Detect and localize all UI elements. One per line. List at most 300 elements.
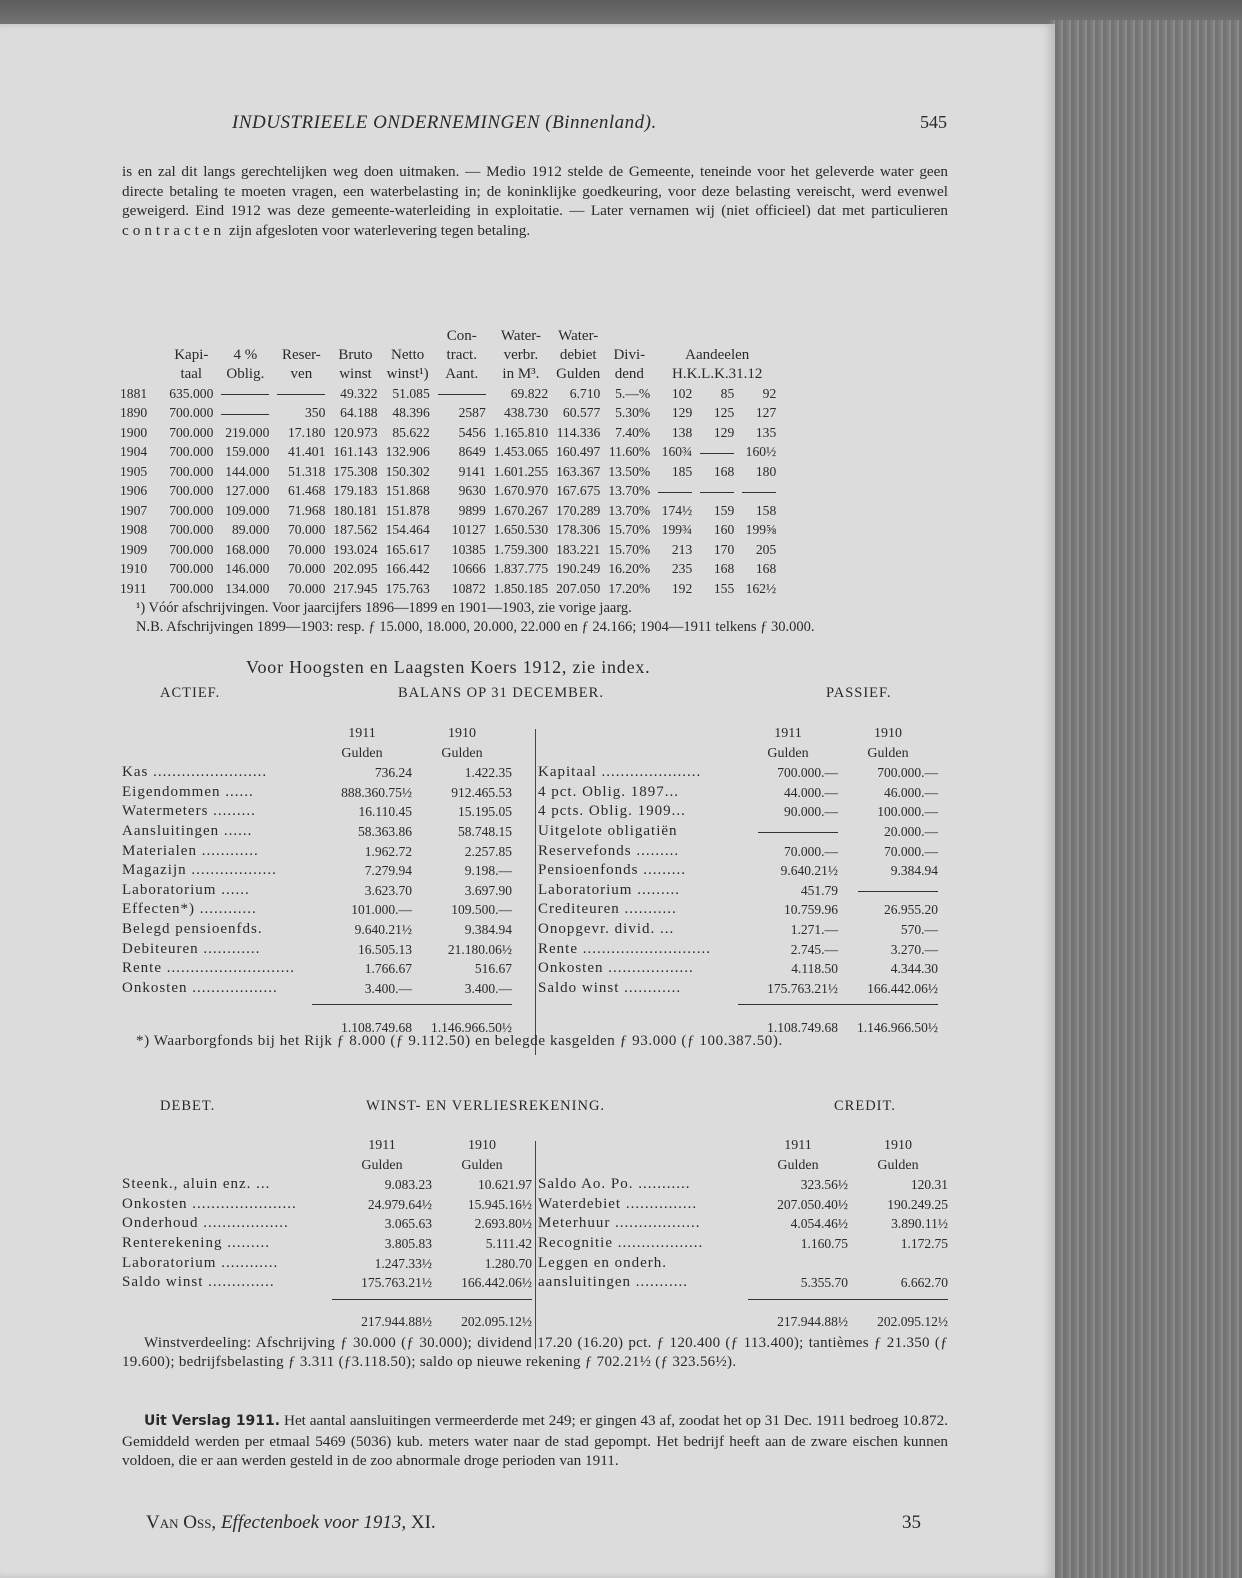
ledger-label: Belegd pensioenfds. bbox=[122, 920, 263, 937]
value-1910: 20.000.— bbox=[884, 823, 938, 839]
stats-cell: 162½ bbox=[745, 580, 777, 596]
ledger-row bbox=[538, 861, 948, 881]
stats-cell: 127.000 bbox=[225, 483, 270, 499]
spacer bbox=[538, 744, 738, 764]
col-unit: Gulden bbox=[767, 745, 809, 761]
verslag-paragraph bbox=[122, 1411, 948, 1471]
stats-row bbox=[120, 423, 780, 443]
stats-cell bbox=[217, 404, 273, 424]
footnote-nb: N.B. Afschrijvingen 1899—1903: resp. ƒ 15.000, 18.000, 20.000, 22.000 en ƒ 24.166; 1904—1911 telkens ƒ 30.000. bbox=[136, 619, 815, 635]
stats-cell: 163.367 bbox=[556, 463, 601, 479]
verslag-text: Het aantal aansluitingen vermeerderde met 249; er gingen 43 af, zoodat het op 31 Dec. 1911 bedroeg 10.872. Gemiddeld werden per etmaal 5469 (5036) kub. meters water naar de stad gepompt. Het bedrijf heeft aan de zware eischen kunnen voldoen, die er aan werden gesteld in de zoo abnormale droge perioden van 1911. bbox=[122, 1412, 948, 1469]
stats-cell: 48.396 bbox=[392, 405, 430, 421]
year-cell: 1890 bbox=[120, 405, 148, 421]
ledger-label: Aansluitingen ...... bbox=[122, 822, 253, 839]
company-statistics-table bbox=[120, 327, 780, 599]
value-1910: 6.662.70 bbox=[900, 1275, 948, 1291]
ledger-label: Kas ........................ bbox=[122, 764, 268, 781]
ledger-label: 4 pcts. Oblig. 1909... bbox=[538, 803, 686, 820]
year-cell: 1906 bbox=[120, 483, 148, 499]
value-1910: 2.257.85 bbox=[464, 843, 512, 859]
ledger-row bbox=[538, 1195, 948, 1215]
stats-header: Aandeelen H.K.L.K.31.12 bbox=[672, 347, 763, 382]
total-1911: 217.944.88½ bbox=[361, 1314, 432, 1330]
ledger-label: Effecten*) ............ bbox=[122, 901, 257, 918]
stats-cell: 155 bbox=[713, 580, 735, 596]
spacer bbox=[538, 1136, 748, 1156]
stats-cell: 700.000 bbox=[169, 483, 214, 499]
spacer bbox=[538, 1312, 748, 1332]
stats-cell: 16.20% bbox=[608, 561, 651, 577]
ledger-label: Eigendommen ...... bbox=[122, 783, 254, 800]
stats-header: Kapi- taal bbox=[174, 347, 209, 382]
ledger-total bbox=[122, 1312, 532, 1332]
book-page-edges bbox=[1050, 20, 1242, 1578]
spacer bbox=[538, 724, 738, 744]
stats-cell: 64.188 bbox=[340, 405, 378, 421]
year-cell: 1900 bbox=[120, 424, 148, 440]
stats-row bbox=[120, 540, 780, 560]
spacer bbox=[122, 744, 312, 764]
ledger-label: Rente ........................... bbox=[122, 960, 295, 977]
value-1911: 10.759.96 bbox=[784, 902, 838, 918]
spacer bbox=[538, 1156, 748, 1176]
stats-cell: 6.710 bbox=[569, 385, 601, 401]
total-1910: 1.146.966.50½ bbox=[431, 1019, 512, 1035]
stats-cell: 154.464 bbox=[385, 522, 430, 538]
stats-cell: 144.000 bbox=[225, 463, 270, 479]
value-1911: 58.363.86 bbox=[358, 823, 412, 839]
stats-cell: 92 bbox=[762, 385, 777, 401]
stats-cell: 700.000 bbox=[169, 424, 214, 440]
spacer bbox=[122, 1156, 332, 1176]
value-1910: 9.384.94 bbox=[890, 863, 938, 879]
undefined bbox=[538, 724, 948, 744]
value-1910: 3.270.— bbox=[890, 941, 938, 957]
ledger-label: Rente ........................... bbox=[538, 940, 711, 957]
ledger-row bbox=[122, 920, 532, 940]
stats-cell: 205 bbox=[755, 541, 777, 557]
ledger-row bbox=[538, 763, 948, 783]
value-1910: 58.748.15 bbox=[458, 823, 512, 839]
stats-cell bbox=[217, 384, 273, 404]
undefined bbox=[122, 744, 532, 764]
stats-cell: 178.306 bbox=[556, 522, 601, 538]
ledger-row bbox=[538, 881, 948, 901]
stats-row bbox=[120, 462, 780, 482]
total-rule bbox=[122, 1293, 532, 1313]
ledger-label: Saldo winst ............ bbox=[538, 979, 682, 996]
stats-cell: 138 bbox=[671, 424, 693, 440]
stats-cell: 89.000 bbox=[231, 522, 270, 538]
value-1910: 1.422.35 bbox=[464, 765, 512, 781]
ledger-label: Laboratorium ......... bbox=[538, 881, 680, 898]
balance-left-title: ACTIEF. bbox=[160, 685, 221, 701]
value-1910: 4.344.30 bbox=[890, 961, 938, 977]
footer-publisher: Van Oss, bbox=[146, 1512, 217, 1533]
value-1911: 9.640.21½ bbox=[354, 921, 412, 937]
col-year-1911: 1911 bbox=[784, 1138, 812, 1153]
value-1911: 323.56½ bbox=[800, 1177, 848, 1193]
ledger-label: Watermeters ......... bbox=[122, 803, 256, 820]
stats-cell: 235 bbox=[671, 561, 693, 577]
stats-cell: 129 bbox=[671, 405, 693, 421]
year-cell: 1911 bbox=[120, 580, 147, 596]
rule-line bbox=[738, 1004, 938, 1018]
stats-cell: 114.336 bbox=[556, 424, 601, 440]
stats-cell: 1.601.255 bbox=[493, 463, 549, 479]
stats-cell: 183.221 bbox=[556, 541, 601, 557]
stats-cell: 1.759.300 bbox=[493, 541, 549, 557]
year-cell: 1910 bbox=[120, 561, 148, 577]
rule-line bbox=[332, 1299, 532, 1313]
value-1911: 9.640.21½ bbox=[780, 863, 838, 879]
value-1911: 3.623.70 bbox=[364, 882, 412, 898]
value-1911 bbox=[738, 822, 838, 842]
stats-cell bbox=[738, 482, 780, 502]
spacer bbox=[122, 1293, 332, 1313]
year-cell: 1908 bbox=[120, 522, 148, 538]
stats-cell: 2587 bbox=[458, 405, 486, 421]
intro-paragraph bbox=[122, 162, 948, 240]
balance-actief bbox=[122, 724, 532, 1038]
ledger-row bbox=[122, 1234, 532, 1254]
stats-cell: 127 bbox=[755, 405, 777, 421]
stats-cell: 1.670.267 bbox=[493, 502, 549, 518]
stats-cell: 146.000 bbox=[225, 561, 270, 577]
col-year-1910: 1910 bbox=[884, 1138, 912, 1153]
stats-header bbox=[120, 327, 165, 384]
ledger-label: aansluitingen ........... bbox=[538, 1274, 688, 1291]
stats-cell: 159.000 bbox=[225, 444, 270, 460]
rule-line bbox=[312, 1004, 512, 1018]
stats-row bbox=[120, 404, 780, 424]
col-year-1911: 1911 bbox=[774, 726, 802, 741]
value-1911: 736.24 bbox=[374, 765, 412, 781]
value-1911: 70.000.— bbox=[784, 843, 838, 859]
stats-cell: 9899 bbox=[458, 502, 486, 518]
value-1911: 1.962.72 bbox=[364, 843, 412, 859]
ledger-row bbox=[122, 900, 532, 920]
stats-cell: 159 bbox=[713, 502, 735, 518]
stats-header: Bruto winst bbox=[338, 347, 373, 382]
year-cell: 1881 bbox=[120, 385, 148, 401]
value-1911: 16.505.13 bbox=[358, 941, 412, 957]
ledger-label: Onkosten ...................... bbox=[122, 1195, 297, 1212]
value-1911: 5.355.70 bbox=[800, 1275, 848, 1291]
value-1910 bbox=[838, 881, 938, 901]
col-year-1910: 1910 bbox=[874, 726, 902, 741]
stats-cell: 109.000 bbox=[225, 502, 270, 518]
value-1910: 166.442.06½ bbox=[461, 1275, 532, 1291]
stats-cell: 175.308 bbox=[333, 463, 378, 479]
ledger-label: Saldo winst .............. bbox=[122, 1274, 275, 1291]
stats-cell: 185 bbox=[671, 463, 693, 479]
verslag-lead: Uit Verslag 1911. bbox=[144, 1413, 281, 1429]
total-1911: 1.108.749.68 bbox=[341, 1019, 412, 1035]
value-1911: 24.979.64½ bbox=[367, 1196, 432, 1212]
col-unit: Gulden bbox=[361, 1157, 403, 1173]
value-1910: 9.198.— bbox=[464, 863, 512, 879]
stats-cell: 71.968 bbox=[287, 502, 326, 518]
value-1911: 451.79 bbox=[800, 882, 838, 898]
total-1910: 202.095.12½ bbox=[877, 1314, 948, 1330]
value-1910: 120.31 bbox=[910, 1177, 948, 1193]
stats-cell bbox=[696, 443, 738, 463]
stats-cell: 193.024 bbox=[333, 541, 378, 557]
total-rule bbox=[538, 998, 948, 1018]
stats-cell: 168 bbox=[755, 561, 777, 577]
balance-passief bbox=[538, 724, 948, 1038]
value-1910: 109.500.— bbox=[451, 902, 512, 918]
ledger-label: Uitgelote obligatiën bbox=[538, 822, 678, 839]
stats-cell: 51.085 bbox=[392, 385, 430, 401]
value-1911: 1.271.— bbox=[790, 921, 838, 937]
stats-cell: 13.70% bbox=[608, 483, 651, 499]
spacer bbox=[122, 1136, 332, 1156]
ledger-row bbox=[122, 959, 532, 979]
ledger-row bbox=[122, 979, 532, 999]
stats-cell: 700.000 bbox=[169, 522, 214, 538]
footer-book-title: Effectenboek voor 1913, bbox=[220, 1512, 407, 1533]
stats-cell: 5.—% bbox=[615, 385, 651, 401]
value-1911: 3.400.— bbox=[364, 980, 412, 996]
year-cell: 1909 bbox=[120, 541, 148, 557]
stats-cell: 207.050 bbox=[556, 580, 601, 596]
pl-debet bbox=[122, 1136, 532, 1332]
value-1911 bbox=[748, 1254, 848, 1274]
stats-cell: 60.577 bbox=[562, 405, 601, 421]
ledger-row bbox=[122, 861, 532, 881]
rule-line bbox=[748, 1299, 948, 1313]
stats-cell: 151.868 bbox=[385, 483, 430, 499]
value-1911: 4.118.50 bbox=[791, 961, 838, 977]
intro-spaced-word: contracten bbox=[122, 221, 226, 239]
value-1911: 4.054.46½ bbox=[790, 1216, 848, 1232]
stats-row bbox=[120, 579, 780, 599]
ledger-row bbox=[538, 1234, 948, 1254]
value-1910: 3.400.— bbox=[464, 980, 512, 996]
ledger-label: Magazijn .................. bbox=[122, 862, 277, 879]
stats-cell: 13.50% bbox=[608, 463, 651, 479]
stats-row bbox=[120, 443, 780, 463]
stats-cell: 134.000 bbox=[225, 580, 270, 596]
ledger-label: Kapitaal ..................... bbox=[538, 764, 702, 781]
value-1910: 15.195.05 bbox=[458, 804, 512, 820]
intro-text: is en zal dit langs gerechtelijken weg doen uitmaken. — Medio 1912 stelde de Gemeente, teneinde voor het geleverde water geen directe betaling te moeten vragen, een waterbelasting in; de koninklijke goedkeuring, voor deze belasting vereischt, werd evenwel geweigerd. Eind 1912 was deze gemeente-waterleiding in exploitatie. — Later vernamen wij (niet officieel) dat met particulieren bbox=[122, 163, 948, 219]
value-1911: 175.763.21½ bbox=[361, 1275, 432, 1291]
stats-cell: 15.70% bbox=[608, 541, 651, 557]
spacer bbox=[538, 1293, 748, 1313]
ledger-label: Onkosten .................. bbox=[122, 979, 278, 996]
ledger-total bbox=[538, 1312, 948, 1332]
stats-cell: 1.165.810 bbox=[493, 424, 549, 440]
value-1911: 700.000.— bbox=[777, 765, 838, 781]
value-1911: 101.000.— bbox=[351, 902, 412, 918]
stats-cell: 217.945 bbox=[333, 580, 378, 596]
footer-signature: 35 bbox=[902, 1512, 921, 1533]
stats-cell: 170.289 bbox=[556, 502, 601, 518]
stats-cell: 700.000 bbox=[169, 561, 214, 577]
ledger-row bbox=[538, 920, 948, 940]
stats-cell: 11.60% bbox=[608, 444, 651, 460]
value-1911: 16.110.45 bbox=[358, 804, 412, 820]
balance-footnote: *) Waarborgfonds bij het Rijk ƒ 8.000 (ƒ 9.112.50) en belegde kasgelden ƒ 93.000 (ƒ 100.387.50). bbox=[136, 1033, 783, 1049]
undefined bbox=[122, 1136, 532, 1156]
stats-cell: 49.322 bbox=[340, 385, 378, 401]
col-unit: Gulden bbox=[461, 1157, 503, 1173]
value-1910: 10.621.97 bbox=[478, 1177, 532, 1193]
stats-cell: 174½ bbox=[661, 502, 693, 518]
year-cell: 1904 bbox=[120, 444, 148, 460]
pl-left-title: DEBET. bbox=[160, 1098, 216, 1114]
stats-cell: 202.095 bbox=[333, 561, 378, 577]
stats-cell: 17.20% bbox=[608, 580, 651, 596]
stats-cell: 160¾ bbox=[661, 444, 693, 460]
stats-cell: 167.675 bbox=[556, 483, 601, 499]
ledger-row bbox=[538, 1214, 948, 1234]
col-year-1911: 1911 bbox=[368, 1138, 396, 1153]
ledger-row bbox=[538, 959, 948, 979]
ledger-label: Saldo Ao. Po. ........... bbox=[538, 1176, 691, 1193]
stats-cell: 1.650.530 bbox=[493, 522, 549, 538]
stats-header: Divi- dend bbox=[613, 347, 646, 382]
ledger-row bbox=[122, 881, 532, 901]
ledger-label: Leggen en onderh. bbox=[538, 1254, 668, 1271]
intro-text-end: zijn afgesloten voor waterlevering tegen betaling. bbox=[225, 221, 531, 239]
stats-cell: 1.850.185 bbox=[493, 580, 549, 596]
total-1911: 1.108.749.68 bbox=[767, 1019, 838, 1035]
stats-row bbox=[120, 560, 780, 580]
ledger-label: Meterhuur .................. bbox=[538, 1215, 701, 1232]
value-1910: 5.111.42 bbox=[485, 1235, 532, 1251]
value-1910: 2.693.80½ bbox=[474, 1216, 532, 1232]
stats-cell: 700.000 bbox=[169, 541, 214, 557]
undefined bbox=[538, 744, 948, 764]
stats-header: Water- debiet Gulden bbox=[556, 328, 601, 382]
stats-cell: 168 bbox=[713, 561, 735, 577]
stats-cell: 10666 bbox=[451, 561, 486, 577]
stats-cell: 700.000 bbox=[169, 463, 214, 479]
ledger-label: Debiteuren ............ bbox=[122, 940, 261, 957]
book-page bbox=[0, 24, 1055, 1578]
ledger-label: Laboratorium ...... bbox=[122, 881, 250, 898]
stats-cell: 160½ bbox=[745, 444, 777, 460]
stats-cell: 70.000 bbox=[287, 561, 326, 577]
stats-cell: 70.000 bbox=[287, 580, 326, 596]
stats-cell: 635.000 bbox=[169, 385, 214, 401]
ledger-row bbox=[538, 979, 948, 999]
ledger-row bbox=[538, 842, 948, 862]
stats-cell: 179.183 bbox=[333, 483, 378, 499]
col-year-1910: 1910 bbox=[448, 726, 476, 741]
value-1910: 26.955.20 bbox=[884, 902, 938, 918]
ledger-row bbox=[538, 1254, 948, 1274]
stats-cell: 9630 bbox=[458, 483, 486, 499]
stats-header: Reser- ven bbox=[281, 347, 321, 382]
value-1910: 9.384.94 bbox=[464, 921, 512, 937]
spacer bbox=[538, 998, 738, 1018]
undefined bbox=[538, 1136, 948, 1156]
ledger-label: Onderhoud .................. bbox=[122, 1215, 289, 1232]
stats-cell: 190.249 bbox=[556, 561, 601, 577]
stats-cell: 438.730 bbox=[503, 405, 549, 421]
ledger-label: Materialen ............ bbox=[122, 842, 259, 859]
pl-credit bbox=[538, 1136, 948, 1332]
value-1911: 1.766.67 bbox=[364, 961, 412, 977]
value-1910: 46.000.— bbox=[884, 784, 938, 800]
year-cell: 1905 bbox=[120, 463, 148, 479]
stats-cell: 8649 bbox=[458, 444, 486, 460]
balance-title: BALANS OP 31 DECEMBER. bbox=[398, 685, 604, 701]
ledger-row bbox=[538, 1273, 948, 1293]
ledger-row bbox=[538, 900, 948, 920]
ledger-row bbox=[122, 940, 532, 960]
spacer bbox=[122, 724, 312, 744]
pl-title: WINST- EN VERLIESREKENING. bbox=[366, 1098, 606, 1114]
ledger-label: Recognitie .................. bbox=[538, 1234, 704, 1251]
stats-cell: 199⅝ bbox=[745, 522, 777, 538]
stats-cell: 135 bbox=[755, 424, 777, 440]
stats-cell: 700.000 bbox=[169, 405, 214, 421]
stats-header: Con- tract. Aant. bbox=[445, 328, 479, 382]
year-cell: 1907 bbox=[120, 502, 148, 518]
pl-divider bbox=[535, 1141, 536, 1349]
ledger-row bbox=[122, 822, 532, 842]
ledger-row bbox=[122, 1254, 532, 1274]
stats-row bbox=[120, 521, 780, 541]
col-unit: Gulden bbox=[877, 1157, 919, 1173]
stats-cell: 51.318 bbox=[287, 463, 326, 479]
total-1910: 1.146.966.50½ bbox=[857, 1019, 938, 1035]
value-1910: 21.180.06½ bbox=[447, 941, 512, 957]
value-1911: 7.279.94 bbox=[364, 863, 412, 879]
value-1911: 3.805.83 bbox=[384, 1235, 432, 1251]
stats-cell: 1.670.970 bbox=[493, 483, 549, 499]
stats-cell bbox=[654, 482, 696, 502]
ledger-label: Reservefonds ......... bbox=[538, 842, 680, 859]
value-1911: 3.065.63 bbox=[384, 1216, 432, 1232]
undefined bbox=[122, 724, 532, 744]
stats-cell: 85.622 bbox=[392, 424, 430, 440]
winstverdeeling: Winstverdeeling: Afschrijving ƒ 30.000 (ƒ 30.000); dividend 17.20 (16.20) pct. ƒ 120.400 (ƒ 113.400); tantièmes ƒ 21.350 (ƒ 19.600); bedrijfsbelasting ƒ 3.311 (ƒ3.118.50); saldo op nieuwe rekening ƒ 702.21½ (ƒ 323.56½). bbox=[122, 1335, 948, 1370]
page-number: 545 bbox=[920, 112, 947, 132]
value-1910: 700.000.— bbox=[877, 765, 938, 781]
footer-imprint bbox=[146, 1512, 436, 1534]
stats-cell bbox=[273, 384, 329, 404]
ledger-label: Crediteuren ........... bbox=[538, 901, 677, 918]
total-rule bbox=[122, 998, 532, 1018]
ledger-row bbox=[122, 802, 532, 822]
stats-cell: 350 bbox=[304, 405, 326, 421]
ledger-row bbox=[122, 842, 532, 862]
stats-cell: 187.562 bbox=[333, 522, 378, 538]
col-year-1910: 1910 bbox=[468, 1138, 496, 1153]
value-1911: 2.745.— bbox=[790, 941, 838, 957]
stats-cell: 102 bbox=[671, 385, 693, 401]
pl-right-title: CREDIT. bbox=[834, 1098, 896, 1114]
stats-cell: 61.468 bbox=[287, 483, 326, 499]
total-1910: 202.095.12½ bbox=[461, 1314, 532, 1330]
value-1911: 207.050.40½ bbox=[777, 1196, 848, 1212]
stats-cell: 700.000 bbox=[169, 580, 214, 596]
stats-cell: 213 bbox=[671, 541, 693, 557]
value-1910: 1.172.75 bbox=[900, 1235, 948, 1251]
value-1910: 516.67 bbox=[474, 961, 512, 977]
stats-cell: 170 bbox=[713, 541, 735, 557]
stats-cell: 150.302 bbox=[385, 463, 430, 479]
stats-cell: 1.453.065 bbox=[493, 444, 549, 460]
